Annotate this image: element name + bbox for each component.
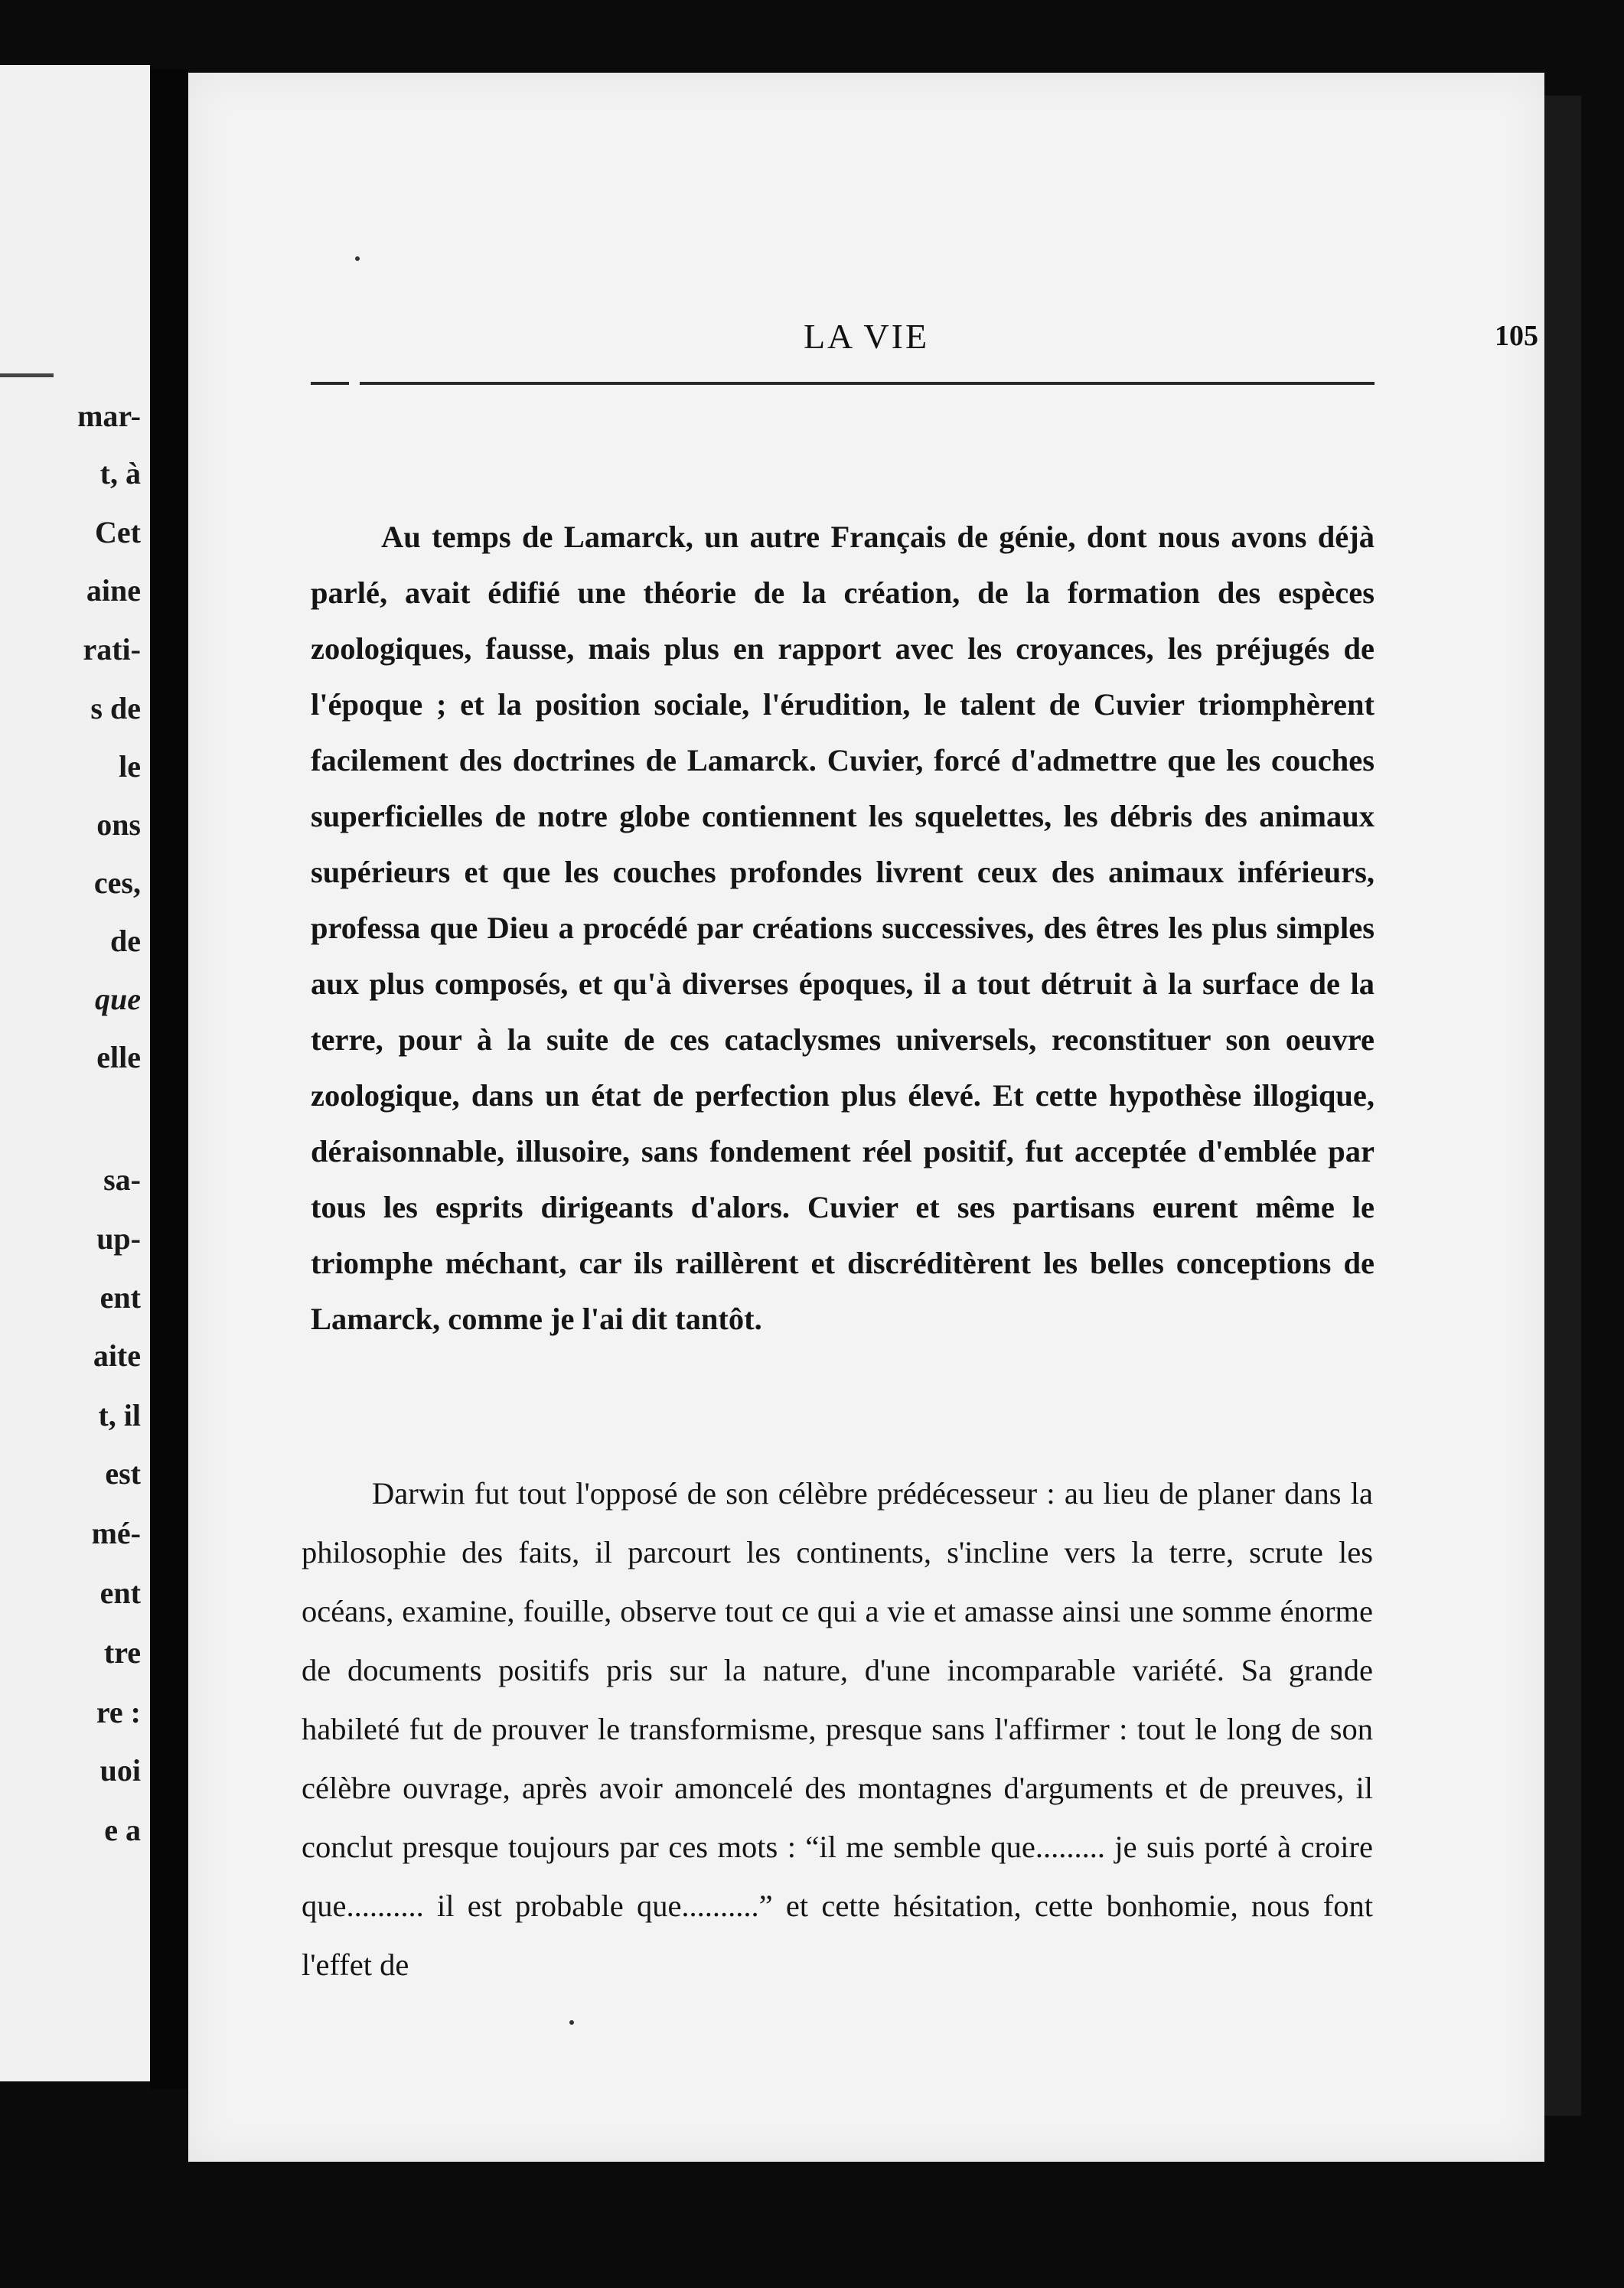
previous-page-line: ent: [99, 1576, 141, 1610]
paper-speck: [355, 256, 360, 261]
book-gutter: [150, 69, 188, 2089]
previous-page-line: ces,: [93, 865, 141, 900]
page-edge-shadow: [1544, 96, 1581, 2116]
header-rule-break: [349, 380, 360, 386]
page-number: 105: [1495, 320, 1538, 352]
previous-page-line: s de: [90, 691, 141, 725]
header-rule: [311, 382, 1375, 385]
previous-page-line: tre: [103, 1635, 141, 1670]
previous-page-line: aite: [93, 1338, 141, 1373]
paragraph-darwin: Darwin fut tout l'opposé de son célèbre prédécesseur : au lieu de planer dans la philosophie des faits, il parcourt les continents, s'incline vers la terre, scrute les océans, examine, fouille, observe tout ce qui a vie et amasse ainsi une somme énorme de documents positifs pris sur la nature, d'une incomparable variété. Sa grande habileté fut de prouver le transformisme, presque sans l'affirmer : tout le long de son célèbre ouvrage, après avoir amoncelé des montagnes d'arguments et de preuves, il conclut presque toujours par ces mots : “il me semble que......... je suis porté à croire que.......... il est probable que..........” et cette hésitation, cette bonhomie, nous font l'effet de: [302, 1476, 1373, 1982]
previous-page-header-rule: [0, 373, 54, 377]
previous-page-line: t, à: [99, 456, 141, 491]
previous-page-line: up-: [96, 1221, 141, 1256]
previous-page-line: mar-: [77, 399, 141, 433]
paragraph-cuvier: Au temps de Lamarck, un autre Français de génie, dont nous avons déjà parlé, avait édifié une théorie de la création, de la formation des espèces zoologiques, fausse, mais plus en rapport avec les croyances, les préjugés de l'époque ; et la position sociale, l'érudition, le talent de Cuvier triomphèrent facilement des doctrines de Lamarck. Cuvier, forcé d'admettre que les couches superficielles de notre globe contiennent les squelettes, les débris des animaux supérieurs et que les couches profondes livrent ceux des animaux inférieurs, professa que Dieu a procédé par créations successives, des êtres les plus simples aux plus composés, et qu'à diverses époques, il a tout détruit à la surface de la terre, pour à la suite de ces cataclysmes universels, reconstituer son oeuvre zoologique, dans un état de perfection plus élevé. Et cette hypothèse illogique, déraisonnable, illusoire, sans fondement réel positif, fut acceptée d'emblée par tous les esprits dirigeants d'alors. Cuvier et ses partisans eurent même le triomphe méchant, car ils raillèrent et discréditèrent les belles conceptions de Lamarck, comme je l'ai dit tantôt.: [311, 520, 1375, 1336]
previous-page-line: ent: [99, 1280, 141, 1315]
previous-page-line: e a: [104, 1813, 141, 1847]
previous-page-line: est: [105, 1456, 141, 1491]
previous-page-line: mé-: [91, 1516, 141, 1550]
running-title: LA VIE: [803, 317, 930, 356]
previous-page-line: Cet: [95, 515, 141, 549]
previous-page-line: de: [110, 924, 141, 958]
previous-page-line: rati-: [83, 632, 141, 667]
previous-page-line: ons: [96, 807, 141, 842]
previous-page-line: que: [95, 982, 141, 1016]
previous-page-line: re :: [96, 1695, 141, 1729]
previous-page-line: aine: [86, 573, 141, 608]
paper-speck: [569, 2020, 574, 2025]
previous-page-line: t, il: [98, 1398, 141, 1432]
previous-page-line: uoi: [99, 1753, 141, 1788]
previous-page-fragment: [0, 65, 150, 2081]
previous-page-line: elle: [96, 1040, 141, 1074]
previous-page-line: le: [119, 749, 141, 784]
previous-page-line: sa-: [103, 1162, 141, 1197]
book-page: [188, 73, 1544, 2162]
